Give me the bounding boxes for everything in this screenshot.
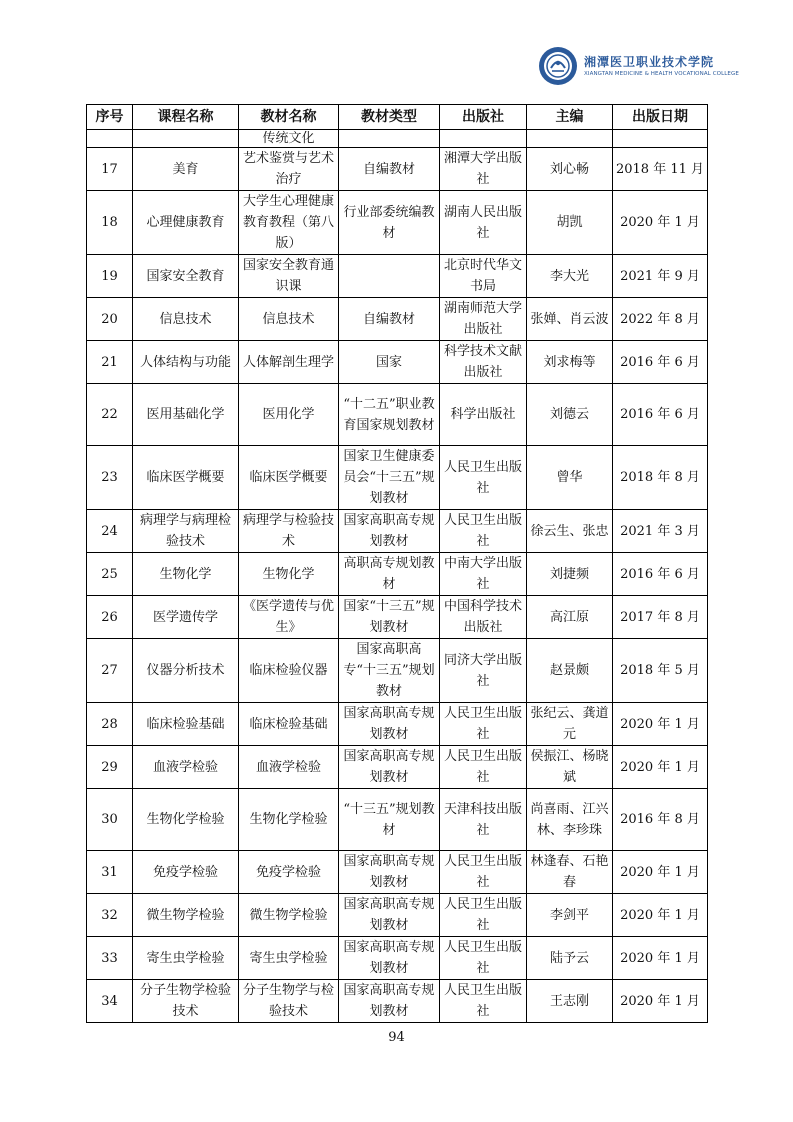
cell-publisher: 中国科学技术出版社	[440, 596, 527, 639]
table-row	[87, 148, 708, 191]
table-row	[87, 596, 708, 639]
cell-course: 医用基础化学	[133, 384, 239, 446]
page-number: 94	[388, 1030, 405, 1045]
cell-index: 25	[87, 553, 133, 596]
cell-type: “十二五”职业教育国家规划教材	[339, 384, 440, 446]
table-row	[87, 937, 708, 980]
cell-textbook: 人体解剖生理学	[239, 341, 339, 384]
cell-index: 18	[87, 191, 133, 255]
cell-date: 2018 年 11 月	[613, 148, 708, 191]
cell-textbook: 临床医学概要	[239, 446, 339, 510]
table-header-row	[87, 105, 708, 130]
col-header-date: 出版日期	[613, 105, 708, 130]
cell-editor: 林逢春、石艳春	[527, 851, 613, 894]
college-logo	[538, 46, 753, 88]
textbook-table	[86, 104, 708, 1023]
cell-index: 19	[87, 255, 133, 298]
table-row	[87, 384, 708, 446]
cell-date: 2017 年 8 月	[613, 596, 708, 639]
cell-course: 临床检验基础	[133, 703, 239, 746]
table-row	[87, 510, 708, 553]
cell-index: 28	[87, 703, 133, 746]
cell-course: 国家安全教育	[133, 255, 239, 298]
cell-date: 2020 年 1 月	[613, 703, 708, 746]
cell-type: 国家高职高专规划教材	[339, 510, 440, 553]
table-row	[87, 446, 708, 510]
col-header-type: 教材类型	[339, 105, 440, 130]
cell-index: 17	[87, 148, 133, 191]
cell-editor: 曾华	[527, 446, 613, 510]
cell-type: 国家高职高专规划教材	[339, 937, 440, 980]
cell-editor: 赵景颇	[527, 639, 613, 703]
cell-editor: 刘心畅	[527, 148, 613, 191]
cell-type: 国家高职高专规划教材	[339, 851, 440, 894]
cell-date: 2016 年 6 月	[613, 384, 708, 446]
cell-course: 临床医学概要	[133, 446, 239, 510]
cell-editor: 高江原	[527, 596, 613, 639]
cell-editor: 徐云生、张忠	[527, 510, 613, 553]
table-row	[87, 851, 708, 894]
cell-date: 2020 年 1 月	[613, 191, 708, 255]
cell-editor: 刘捷频	[527, 553, 613, 596]
cell-type: 高职高专规划教材	[339, 553, 440, 596]
cell-editor	[527, 130, 613, 148]
cell-date: 2021 年 3 月	[613, 510, 708, 553]
cell-date: 2020 年 1 月	[613, 746, 708, 789]
cell-type: 国家高职高专规划教材	[339, 703, 440, 746]
cell-textbook: 病理学与检验技术	[239, 510, 339, 553]
cell-date: 2018 年 5 月	[613, 639, 708, 703]
cell-editor: 刘德云	[527, 384, 613, 446]
cell-index	[87, 130, 133, 148]
cell-course: 病理学与病理检验技术	[133, 510, 239, 553]
cell-index: 20	[87, 298, 133, 341]
table-row	[87, 746, 708, 789]
col-header-editor: 主编	[527, 105, 613, 130]
cell-type: 自编教材	[339, 298, 440, 341]
cell-date: 2022 年 8 月	[613, 298, 708, 341]
table-row	[87, 789, 708, 851]
cell-publisher: 湖南人民出版社	[440, 191, 527, 255]
table-row	[87, 980, 708, 1023]
logo-title: 湘潭医卫职业技术学院	[584, 55, 715, 69]
cell-type: 国家	[339, 341, 440, 384]
table-row	[87, 255, 708, 298]
cell-editor: 张婵、肖云波	[527, 298, 613, 341]
logo-subtitle: XIANGTAN MEDICINE & HEALTH VOCATIONAL COLLEGE	[584, 71, 739, 77]
cell-type: 国家“十三五”规划教材	[339, 596, 440, 639]
cell-editor: 刘求梅等	[527, 341, 613, 384]
col-header-publisher: 出版社	[440, 105, 527, 130]
cell-textbook: 国家安全教育通识课	[239, 255, 339, 298]
cell-course: 生物化学	[133, 553, 239, 596]
cell-course: 血液学检验	[133, 746, 239, 789]
cell-date: 2020 年 1 月	[613, 894, 708, 937]
cell-index: 31	[87, 851, 133, 894]
cell-type: 国家卫生健康委员会“十三五”规划教材	[339, 446, 440, 510]
cell-editor: 李剑平	[527, 894, 613, 937]
cell-index: 27	[87, 639, 133, 703]
college-seal-icon	[538, 46, 578, 86]
table-row	[87, 191, 708, 255]
cell-textbook: 大学生心理健康教育教程（第八版）	[239, 191, 339, 255]
cell-editor: 侯振江、杨晓斌	[527, 746, 613, 789]
cell-textbook: 艺术鉴赏与艺术治疗	[239, 148, 339, 191]
cell-date: 2016 年 6 月	[613, 341, 708, 384]
cell-type	[339, 130, 440, 148]
cell-textbook: 医用化学	[239, 384, 339, 446]
cell-publisher: 人民卫生出版社	[440, 703, 527, 746]
cell-publisher: 北京时代华文书局	[440, 255, 527, 298]
cell-type: 国家高职高专规划教材	[339, 746, 440, 789]
cell-textbook: 生物化学	[239, 553, 339, 596]
cell-publisher: 科学技术文献出版社	[440, 341, 527, 384]
cell-index: 33	[87, 937, 133, 980]
cell-textbook: 血液学检验	[239, 746, 339, 789]
cell-type: 自编教材	[339, 148, 440, 191]
cell-editor: 王志刚	[527, 980, 613, 1023]
table-row	[87, 553, 708, 596]
col-header-index: 序号	[87, 105, 133, 130]
cell-textbook: 传统文化	[239, 130, 339, 148]
cell-date	[613, 130, 708, 148]
cell-publisher: 湘潭大学出版社	[440, 148, 527, 191]
cell-textbook: 《医学遗传与优生》	[239, 596, 339, 639]
cell-course: 免疫学检验	[133, 851, 239, 894]
cell-publisher: 人民卫生出版社	[440, 937, 527, 980]
cell-publisher: 人民卫生出版社	[440, 446, 527, 510]
cell-course: 生物化学检验	[133, 789, 239, 851]
table-row	[87, 703, 708, 746]
cell-course: 分子生物学检验技术	[133, 980, 239, 1023]
col-header-course: 课程名称	[133, 105, 239, 130]
table-row	[87, 298, 708, 341]
cell-publisher: 中南大学出版社	[440, 553, 527, 596]
cell-publisher	[440, 130, 527, 148]
cell-textbook: 信息技术	[239, 298, 339, 341]
col-header-textbook: 教材名称	[239, 105, 339, 130]
cell-publisher: 天津科技出版社	[440, 789, 527, 851]
cell-type: 国家高职高专规划教材	[339, 980, 440, 1023]
cell-date: 2020 年 1 月	[613, 851, 708, 894]
cell-publisher: 人民卫生出版社	[440, 510, 527, 553]
cell-publisher: 人民卫生出版社	[440, 746, 527, 789]
table-row	[87, 341, 708, 384]
cell-course	[133, 130, 239, 148]
cell-publisher: 科学出版社	[440, 384, 527, 446]
cell-index: 26	[87, 596, 133, 639]
table-row	[87, 894, 708, 937]
cell-index: 21	[87, 341, 133, 384]
cell-textbook: 生物化学检验	[239, 789, 339, 851]
cell-type: “十三五”规划教材	[339, 789, 440, 851]
table-row	[87, 639, 708, 703]
cell-index: 30	[87, 789, 133, 851]
cell-type: 行业部委统编教材	[339, 191, 440, 255]
cell-textbook: 分子生物学与检验技术	[239, 980, 339, 1023]
cell-publisher: 湖南师范大学出版社	[440, 298, 527, 341]
cell-index: 29	[87, 746, 133, 789]
cell-type	[339, 255, 440, 298]
cell-course: 信息技术	[133, 298, 239, 341]
cell-textbook: 寄生虫学检验	[239, 937, 339, 980]
table-row	[87, 130, 708, 148]
cell-textbook: 临床检验仪器	[239, 639, 339, 703]
cell-editor: 张纪云、龚道元	[527, 703, 613, 746]
cell-index: 34	[87, 980, 133, 1023]
cell-course: 仪器分析技术	[133, 639, 239, 703]
cell-type: 国家高职高专“十三五”规划教材	[339, 639, 440, 703]
cell-date: 2018 年 8 月	[613, 446, 708, 510]
cell-course: 人体结构与功能	[133, 341, 239, 384]
cell-index: 32	[87, 894, 133, 937]
cell-textbook: 临床检验基础	[239, 703, 339, 746]
cell-textbook: 免疫学检验	[239, 851, 339, 894]
cell-textbook: 微生物学检验	[239, 894, 339, 937]
cell-editor: 陆予云	[527, 937, 613, 980]
cell-type: 国家高职高专规划教材	[339, 894, 440, 937]
cell-publisher: 同济大学出版社	[440, 639, 527, 703]
cell-publisher: 人民卫生出版社	[440, 980, 527, 1023]
cell-course: 美育	[133, 148, 239, 191]
cell-index: 24	[87, 510, 133, 553]
cell-editor: 李大光	[527, 255, 613, 298]
cell-publisher: 人民卫生出版社	[440, 851, 527, 894]
cell-editor: 胡凯	[527, 191, 613, 255]
cell-date: 2016 年 8 月	[613, 789, 708, 851]
cell-course: 医学遗传学	[133, 596, 239, 639]
cell-course: 心理健康教育	[133, 191, 239, 255]
cell-index: 22	[87, 384, 133, 446]
cell-course: 微生物学检验	[133, 894, 239, 937]
cell-editor: 尚喜雨、江兴林、李珍珠	[527, 789, 613, 851]
cell-date: 2016 年 6 月	[613, 553, 708, 596]
cell-date: 2020 年 1 月	[613, 980, 708, 1023]
cell-index: 23	[87, 446, 133, 510]
cell-course: 寄生虫学检验	[133, 937, 239, 980]
cell-date: 2020 年 1 月	[613, 937, 708, 980]
cell-date: 2021 年 9 月	[613, 255, 708, 298]
cell-publisher: 人民卫生出版社	[440, 894, 527, 937]
